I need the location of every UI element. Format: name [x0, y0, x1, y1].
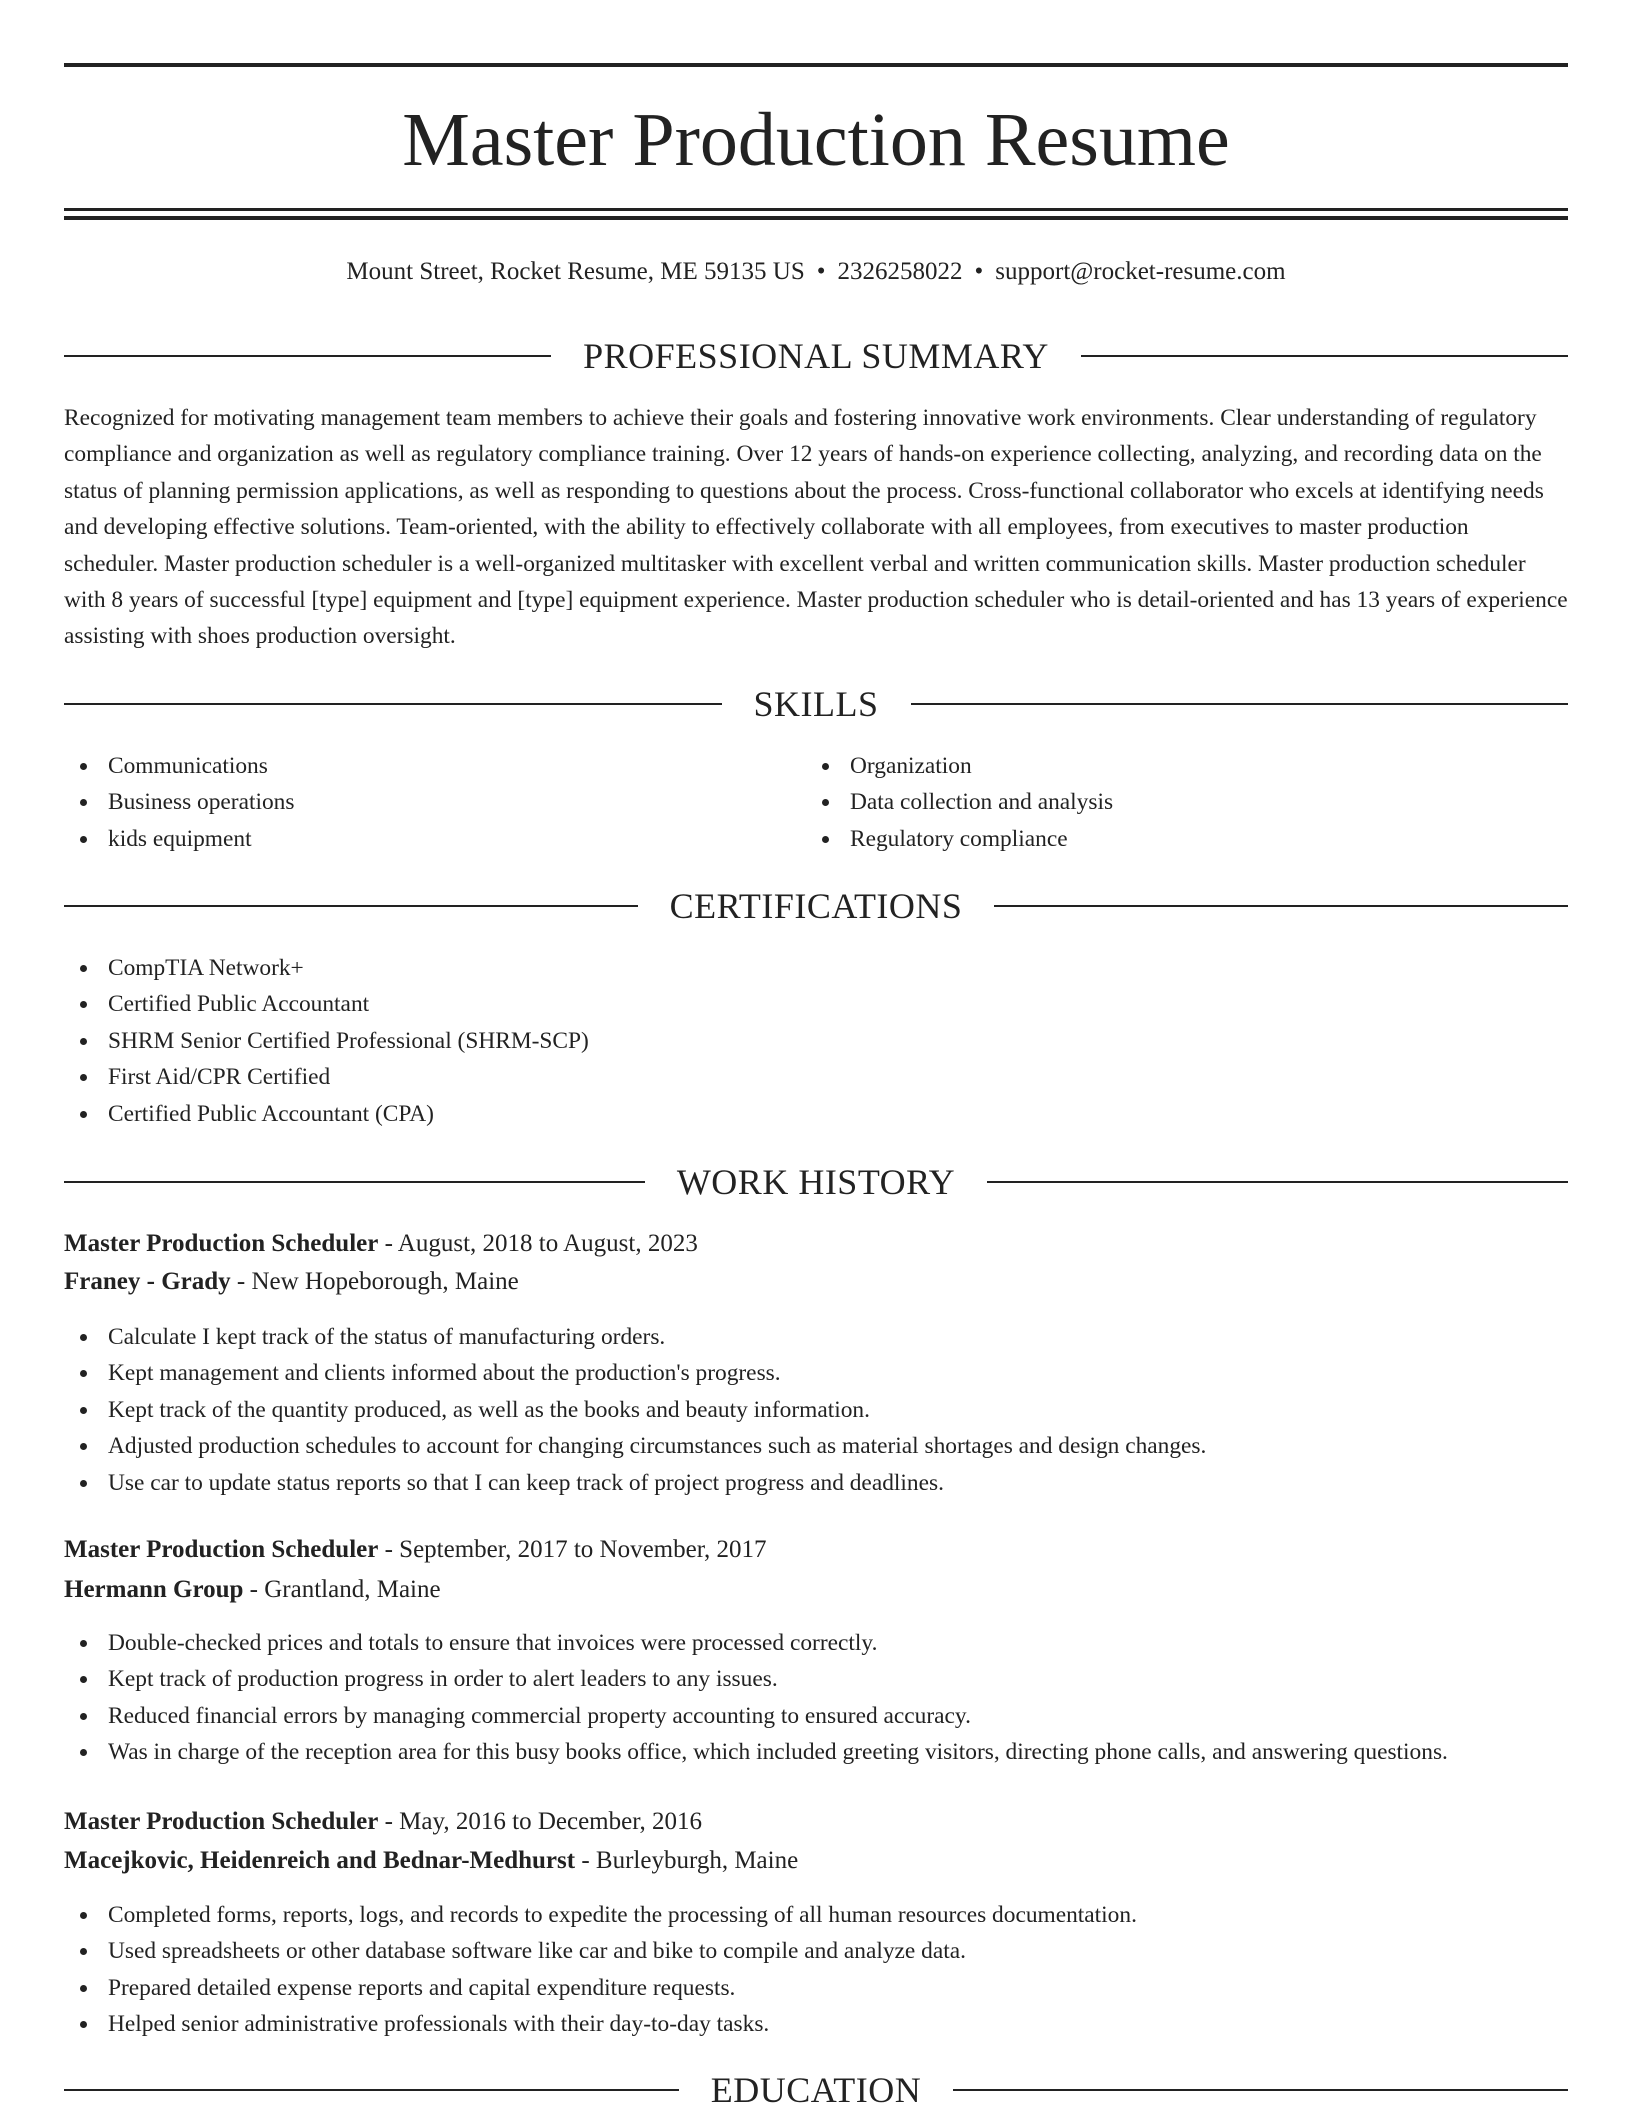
job-duties-list — [64, 1319, 1568, 1501]
section-title: SKILLS — [753, 684, 879, 724]
heading-rule — [64, 355, 551, 357]
heading-rule — [64, 2089, 679, 2091]
job-location: - Burleyburgh, Maine — [575, 1847, 799, 1874]
contact-separator: • — [816, 258, 826, 285]
job-duties-list — [64, 1897, 1568, 2043]
skill-item: kids equipment — [64, 821, 764, 857]
job-duty: Prepared detailed expense reports and capital expenditure requests. — [64, 1970, 1568, 2006]
job-company: Hermann Group — [64, 1576, 244, 1603]
resume-title: Master Production Resume — [402, 98, 1230, 182]
job-title-line — [64, 1532, 1568, 1568]
skills-list-right — [806, 748, 1506, 857]
job-title: Master Production Scheduler — [64, 1536, 379, 1563]
certifications-list — [64, 950, 1568, 1132]
heading-rule — [64, 703, 722, 705]
job-duty: Was in charge of the reception area for this busy books office, which included greeting visitors, directing phone calls, and answering questions. — [64, 1734, 1568, 1770]
heading-rule — [987, 1181, 1568, 1183]
contact-separator: • — [974, 258, 984, 285]
job-dates: - August, 2018 to August, 2023 — [378, 1230, 698, 1257]
summary-text: Recognized for motivating management team members to achieve their goals and fostering innovative work environments. Clear understanding of regulatory compliance and organization as well as regulatory compliance training. Over 12 years of hands-on experience collecting, analyzing, and recording data on the status of planning permission applications, as well as responding to questions about the process. Cross-functional collaborator who excels at identifying needs and developing effective solutions. Team-oriented, with the ability to effectively collaborate with all employees, from executives to master production scheduler. Master production scheduler is a well-organized multitasker with excellent verbal and written communication skills. Master production scheduler with 8 years of successful [type] equipment and [type] equipment experience. Master production scheduler who is detail-oriented and has 13 years of experience assisting with shoes production oversight. — [64, 405, 1568, 650]
job-title-line — [64, 1804, 1568, 1840]
contact-line — [64, 255, 1568, 289]
job-company-line — [64, 1572, 1568, 1608]
skill-item: Communications — [64, 748, 764, 784]
certification-item: Certified Public Accountant (CPA) — [64, 1096, 1568, 1132]
job-duty: Kept track of the quantity produced, as well as the books and beauty information. — [64, 1392, 1568, 1428]
job-company: Macejkovic, Heidenreich and Bednar-Medhurst — [64, 1847, 576, 1874]
section-heading-education — [64, 2068, 1568, 2112]
job-dates: - September, 2017 to November, 2017 — [378, 1536, 767, 1563]
skill-item: Data collection and analysis — [806, 784, 1506, 820]
section-title: CERTIFICATIONS — [669, 886, 963, 926]
job-company: Franey - Grady — [64, 1268, 231, 1295]
contact-address: Mount Street, Rocket Resume, ME 59135 US — [346, 258, 805, 285]
heading-rule — [1081, 355, 1568, 357]
job-location: - New Hopeborough, Maine — [230, 1268, 519, 1295]
job-duty: Reduced financial errors by managing commercial property accounting to ensured accuracy. — [64, 1698, 1568, 1734]
certification-item: CompTIA Network+ — [64, 950, 1568, 986]
contact-email: support@rocket-resume.com — [995, 258, 1286, 285]
job-duty: Double-checked prices and totals to ensure that invoices were processed correctly. — [64, 1625, 1568, 1661]
job-duty: Kept management and clients informed about the production's progress. — [64, 1355, 1568, 1391]
heading-rule — [953, 2089, 1568, 2091]
skill-item: Business operations — [64, 784, 764, 820]
skill-item: Organization — [806, 748, 1506, 784]
heading-rule — [64, 905, 638, 907]
job-duty: Used spreadsheets or other database software like car and bike to compile and analyze data. — [64, 1933, 1568, 1969]
certification-item: First Aid/CPR Certified — [64, 1059, 1568, 1095]
certification-item: SHRM Senior Certified Professional (SHRM-SCP) — [64, 1023, 1568, 1059]
section-heading-skills — [64, 682, 1568, 726]
skills-list-left — [64, 748, 764, 857]
job-company-line — [64, 1264, 1568, 1300]
skill-item: Regulatory compliance — [806, 821, 1506, 857]
contact-phone: 2326258022 — [837, 258, 963, 285]
heading-rule — [64, 1181, 645, 1183]
job-duty: Completed forms, reports, logs, and records to expedite the processing of all human resources documentation. — [64, 1897, 1568, 1933]
heading-rule — [911, 703, 1569, 705]
job-duty: Calculate I kept track of the status of manufacturing orders. — [64, 1319, 1568, 1355]
heading-rule — [994, 905, 1568, 907]
job-duty: Adjusted production schedules to account for changing circumstances such as material shortages and design changes. — [64, 1428, 1568, 1464]
section-heading-summary — [64, 334, 1568, 378]
section-heading-work-history — [64, 1160, 1568, 1204]
job-company-line — [64, 1843, 1568, 1879]
job-dates: - May, 2016 to December, 2016 — [378, 1808, 703, 1835]
header-double-rule — [64, 208, 1568, 220]
job-title: Master Production Scheduler — [64, 1808, 379, 1835]
section-heading-certifications — [64, 884, 1568, 928]
job-duty: Kept track of production progress in order to alert leaders to any issues. — [64, 1661, 1568, 1697]
section-title: PROFESSIONAL SUMMARY — [583, 336, 1049, 376]
job-duty: Helped senior administrative professionals with their day-to-day tasks. — [64, 2006, 1568, 2042]
job-duty: Use car to update status reports so that I can keep track of project progress and deadlines. — [64, 1465, 1568, 1501]
header-top-rule — [64, 63, 1568, 67]
job-location: - Grantland, Maine — [243, 1576, 441, 1603]
section-title: EDUCATION — [710, 2070, 922, 2110]
job-title: Master Production Scheduler — [64, 1230, 379, 1257]
job-title-line — [64, 1226, 1568, 1262]
job-duties-list — [64, 1625, 1568, 1771]
certification-item: Certified Public Accountant — [64, 986, 1568, 1022]
section-title: WORK HISTORY — [676, 1162, 956, 1202]
